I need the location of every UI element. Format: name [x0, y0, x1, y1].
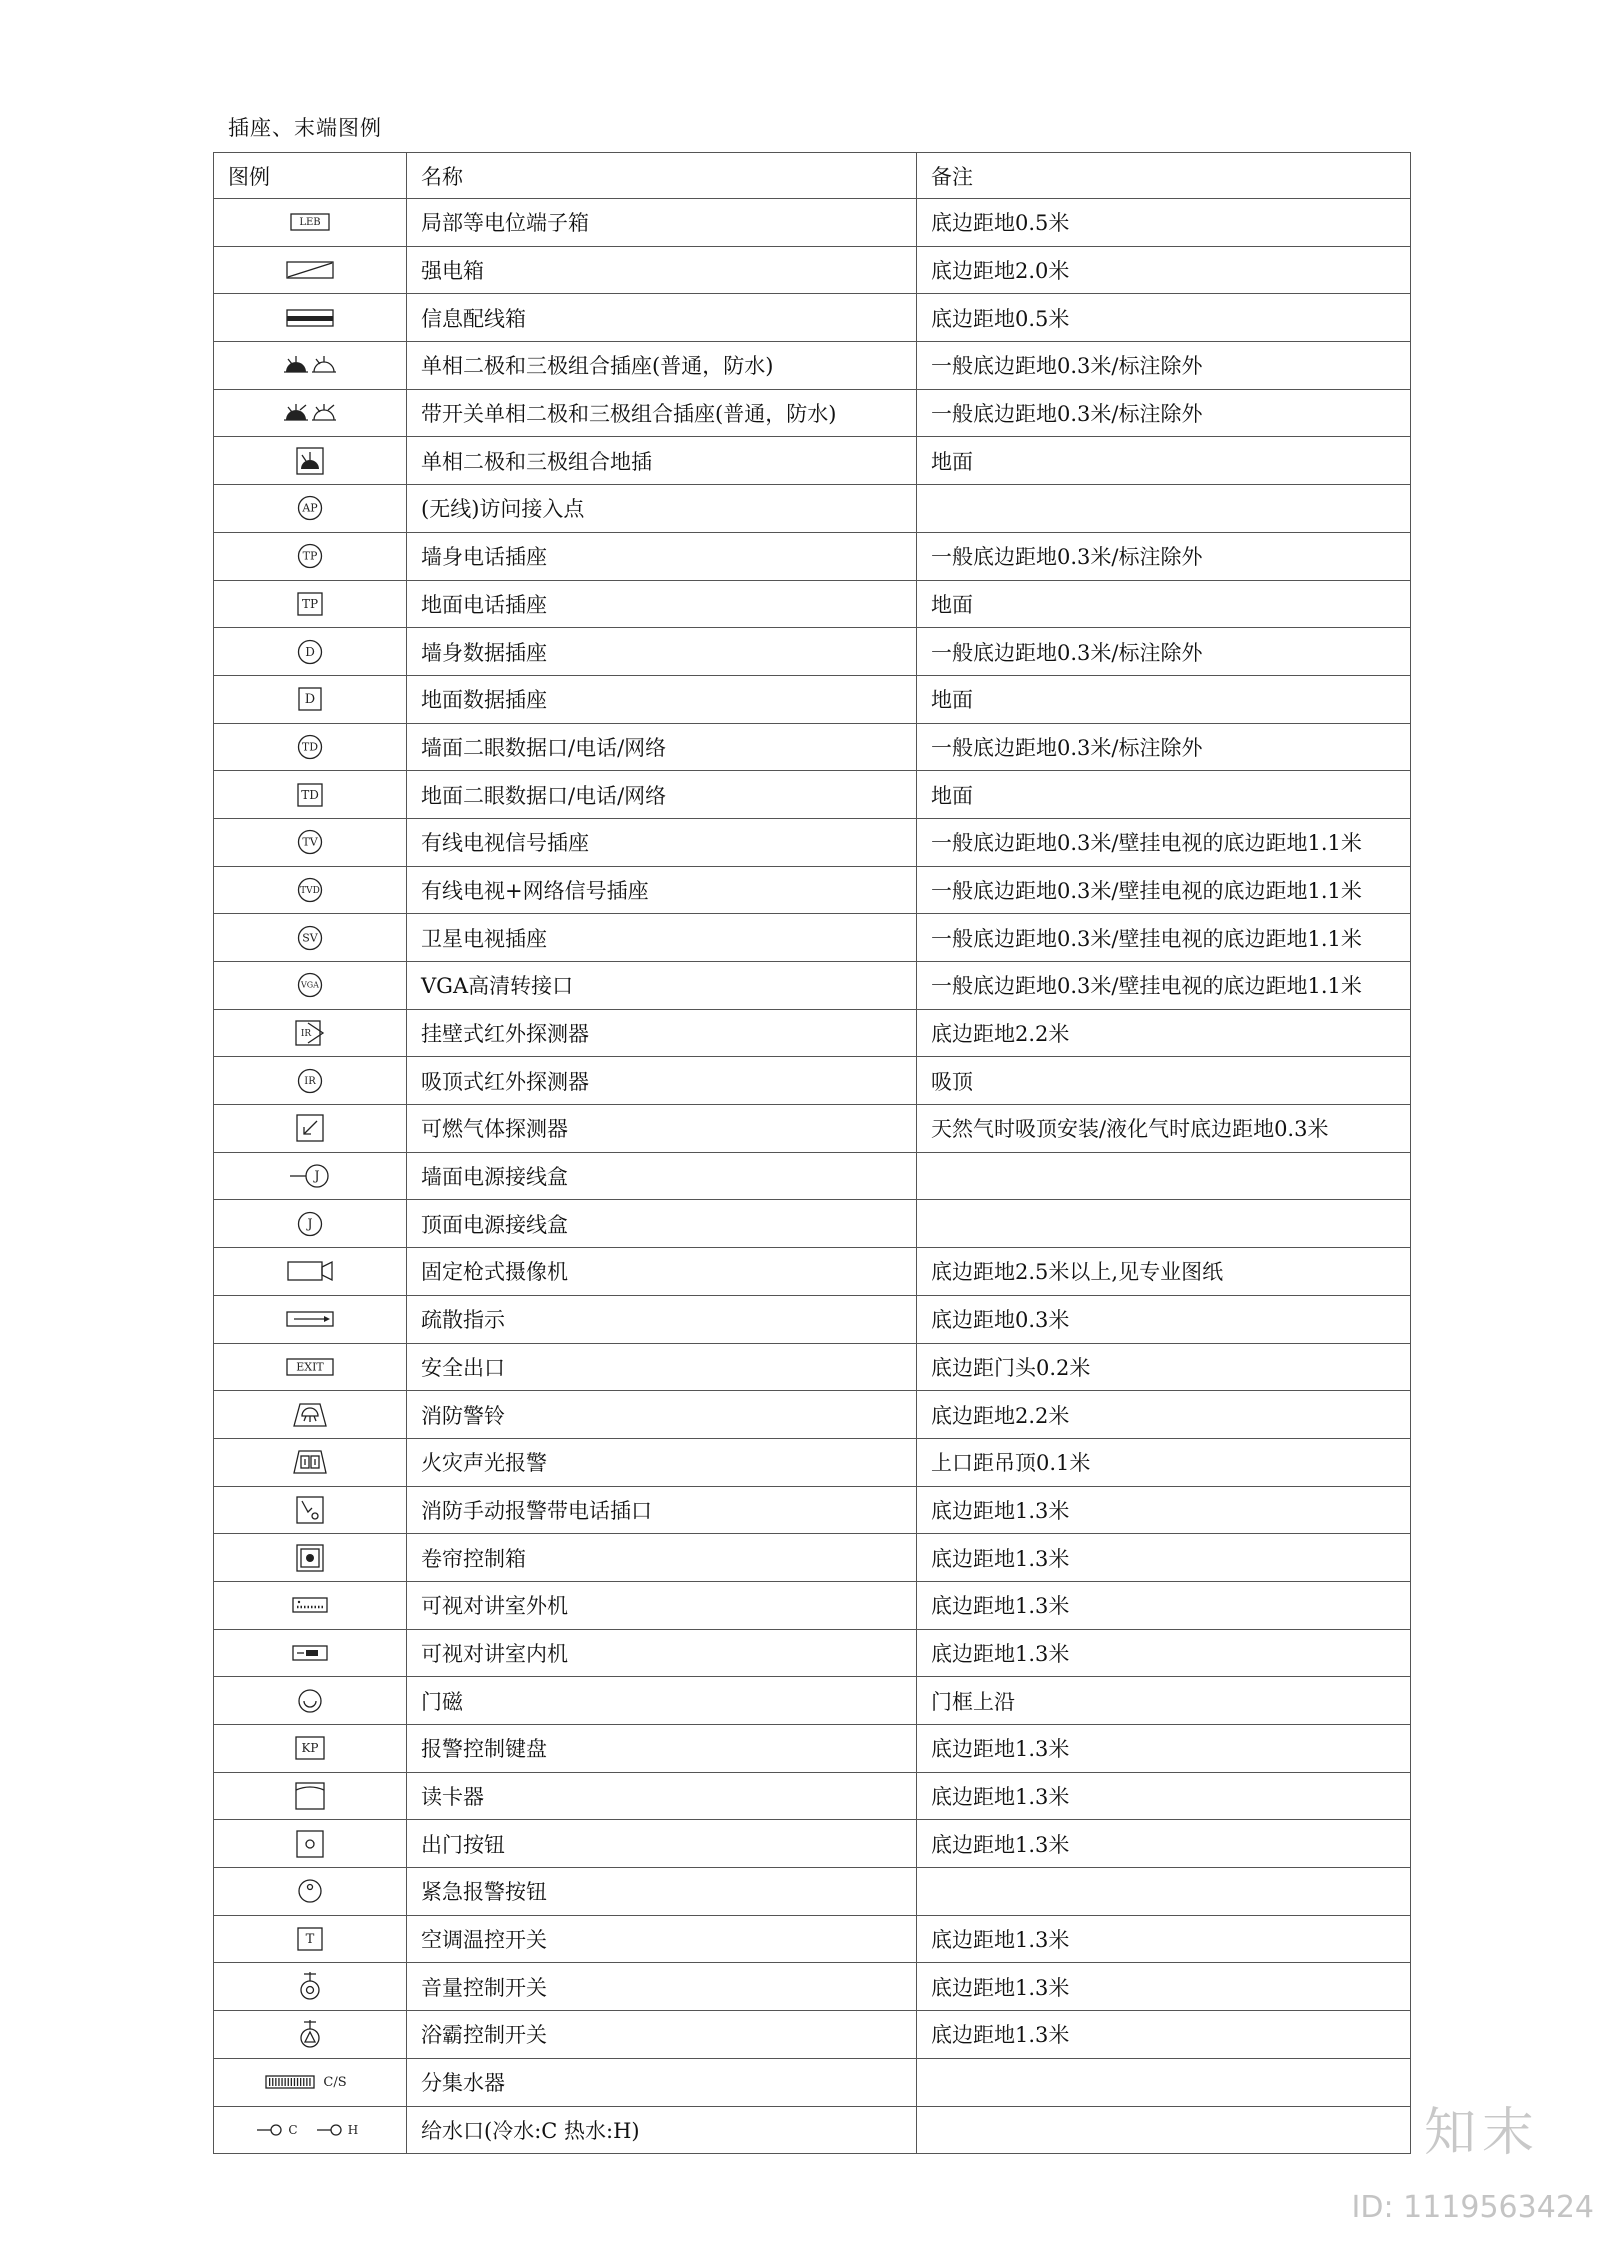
- table-row: [214, 2011, 1411, 2059]
- note-cell: [917, 2106, 1411, 2154]
- note-cell: 底边距地2.5米以上,见专业图纸: [917, 1248, 1411, 1296]
- symbol-cell: [214, 2106, 407, 2154]
- symbol-cell: [214, 1343, 407, 1391]
- manual-alarm-icon: [296, 1490, 324, 1530]
- name-cell: 消防警铃: [407, 1391, 917, 1439]
- table-row: [214, 246, 1411, 294]
- fire-bell-icon: [292, 1395, 328, 1435]
- header-symbol: 图例: [214, 153, 407, 199]
- socket-pair-icon: [282, 345, 338, 385]
- note-cell: 吸顶: [917, 1057, 1411, 1105]
- note-cell: 底边距地2.2米: [917, 1391, 1411, 1439]
- table-row: [214, 1200, 1411, 1248]
- name-cell: 分集水器: [407, 2058, 917, 2106]
- legend-table: [213, 152, 1411, 2154]
- symbol-cell: [214, 485, 407, 533]
- name-cell: 墙身电话插座: [407, 532, 917, 580]
- name-cell: 有线电视+网络信号插座: [407, 866, 917, 914]
- symbol-cell: [214, 246, 407, 294]
- svg-text:KP: KP: [301, 1741, 319, 1756]
- name-cell: 信息配线箱: [407, 294, 917, 342]
- name-cell: (无线)访问接入点: [407, 485, 917, 533]
- name-cell: 紧急报警按钮: [407, 1868, 917, 1916]
- name-cell: VGA高清转接口: [407, 962, 917, 1010]
- table-row: [214, 1820, 1411, 1868]
- symbol-cell: [214, 1295, 407, 1343]
- info-box-icon: [286, 298, 334, 338]
- name-cell: 强电箱: [407, 246, 917, 294]
- svg-text:D: D: [305, 644, 315, 659]
- table-row: [214, 199, 1411, 247]
- note-cell: 门框上沿: [917, 1677, 1411, 1725]
- symbol-cell: [214, 675, 407, 723]
- note-cell: [917, 1868, 1411, 1916]
- ceiling-junction-box-icon: [296, 1204, 324, 1244]
- note-cell: 底边距地0.3米: [917, 1295, 1411, 1343]
- svg-text:C: C: [288, 2122, 298, 2137]
- note-cell: 底边距地1.3米: [917, 1534, 1411, 1582]
- svg-text:LEB: LEB: [299, 217, 321, 229]
- symbol-cell: [214, 1629, 407, 1677]
- note-cell: 底边距地1.3米: [917, 1963, 1411, 2011]
- satellite-tv-socket-icon: [296, 918, 324, 958]
- evacuation-sign-icon: [286, 1299, 334, 1339]
- name-cell: 墙身数据插座: [407, 628, 917, 676]
- table-row: [214, 1725, 1411, 1773]
- note-cell: 上口距吊顶0.1米: [917, 1438, 1411, 1486]
- note-cell: 一般底边距地0.3米/壁挂电视的底边距地1.1米: [917, 962, 1411, 1010]
- svg-text:SV: SV: [302, 931, 318, 945]
- name-cell: 读卡器: [407, 1772, 917, 1820]
- table-row: [214, 342, 1411, 390]
- table-row: [214, 1963, 1411, 2011]
- note-cell: 底边距地0.5米: [917, 294, 1411, 342]
- exit-button-icon: [296, 1824, 324, 1864]
- symbol-cell: [214, 294, 407, 342]
- table-row: [214, 485, 1411, 533]
- symbol-cell: [214, 342, 407, 390]
- gas-detector-icon: [296, 1108, 324, 1148]
- table-row: [214, 866, 1411, 914]
- wall-junction-box-icon: [288, 1156, 332, 1196]
- symbol-cell: [214, 2011, 407, 2059]
- note-cell: 底边距门头0.2米: [917, 1343, 1411, 1391]
- symbol-cell: [214, 1963, 407, 2011]
- table-row: [214, 628, 1411, 676]
- name-cell: 顶面电源接线盒: [407, 1200, 917, 1248]
- table-row: [214, 771, 1411, 819]
- note-cell: 底边距地1.3米: [917, 1629, 1411, 1677]
- power-box-icon: [286, 250, 334, 290]
- note-cell: 地面: [917, 580, 1411, 628]
- table-row: [214, 1152, 1411, 1200]
- name-cell: 地面电话插座: [407, 580, 917, 628]
- table-row: [214, 1295, 1411, 1343]
- emergency-button-icon: [296, 1871, 324, 1911]
- symbol-cell: [214, 532, 407, 580]
- symbol-cell: [214, 1486, 407, 1534]
- note-cell: 底边距地0.5米: [917, 199, 1411, 247]
- name-cell: 单相二极和三极组合地插: [407, 437, 917, 485]
- symbol-cell: [214, 914, 407, 962]
- name-cell: 墙面电源接线盒: [407, 1152, 917, 1200]
- symbol-cell: [214, 962, 407, 1010]
- name-cell: 可燃气体探测器: [407, 1105, 917, 1153]
- svg-text:TP: TP: [301, 596, 319, 611]
- exit-sign-icon: [286, 1347, 334, 1387]
- svg-text:T: T: [305, 1932, 315, 1948]
- socket-switch-pair-icon: [282, 393, 338, 433]
- svg-text:C/S: C/S: [323, 2075, 347, 2091]
- table-row: [214, 1391, 1411, 1439]
- name-cell: 火灾声光报警: [407, 1438, 917, 1486]
- table-row: [214, 389, 1411, 437]
- svg-text:J: J: [314, 1169, 320, 1185]
- name-cell: 带开关单相二极和三极组合插座(普通，防水): [407, 389, 917, 437]
- svg-text:EXIT: EXIT: [296, 1360, 324, 1374]
- symbol-cell: [214, 437, 407, 485]
- symbol-cell: [214, 199, 407, 247]
- name-cell: 消防手动报警带电话插口: [407, 1486, 917, 1534]
- table-row: [214, 2058, 1411, 2106]
- thermostat-icon: [297, 1919, 323, 1959]
- note-cell: 一般底边距地0.3米/标注除外: [917, 628, 1411, 676]
- symbol-cell: [214, 866, 407, 914]
- name-cell: 报警控制键盘: [407, 1725, 917, 1773]
- table-row: [214, 1772, 1411, 1820]
- svg-text:TVD: TVD: [300, 885, 320, 896]
- name-cell: 卫星电视插座: [407, 914, 917, 962]
- leb-box-icon: [290, 202, 330, 242]
- name-cell: 墙面二眼数据口/电话/网络: [407, 723, 917, 771]
- svg-text:J: J: [307, 1216, 313, 1232]
- shutter-control-icon: [296, 1538, 324, 1578]
- table-row: [214, 723, 1411, 771]
- symbol-cell: [214, 1915, 407, 1963]
- table-row: [214, 437, 1411, 485]
- symbol-cell: [214, 1248, 407, 1296]
- name-cell: 地面二眼数据口/电话/网络: [407, 771, 917, 819]
- note-cell: 天然气时吸顶安装/液化气时底边距地0.3米: [917, 1105, 1411, 1153]
- svg-text:VGA: VGA: [301, 980, 319, 990]
- name-cell: 可视对讲室外机: [407, 1581, 917, 1629]
- svg-text:AP: AP: [302, 501, 318, 515]
- table-row: [214, 1581, 1411, 1629]
- vga-socket-icon: [296, 965, 324, 1005]
- name-cell: 可视对讲室内机: [407, 1629, 917, 1677]
- svg-text:TP: TP: [302, 549, 318, 563]
- symbol-cell: [214, 1200, 407, 1248]
- fire-alarm-light-icon: [292, 1442, 328, 1482]
- camera-icon: [286, 1251, 334, 1291]
- name-cell: 浴霸控制开关: [407, 2011, 917, 2059]
- symbol-cell: [214, 389, 407, 437]
- table-row: [214, 532, 1411, 580]
- name-cell: 地面数据插座: [407, 675, 917, 723]
- header-name: 名称: [407, 153, 917, 199]
- page-title: 插座、末端图例: [228, 116, 382, 140]
- symbol-cell: [214, 1009, 407, 1057]
- table-row: [214, 1534, 1411, 1582]
- floor-dual-socket-icon: [297, 775, 323, 815]
- table-row: [214, 1105, 1411, 1153]
- name-cell: 疏散指示: [407, 1295, 917, 1343]
- symbol-cell: [214, 1438, 407, 1486]
- wall-data-socket-icon: [296, 632, 324, 672]
- table-row: [214, 2106, 1411, 2154]
- name-cell: 挂壁式红外探测器: [407, 1009, 917, 1057]
- name-cell: 局部等电位端子箱: [407, 199, 917, 247]
- table-row: [214, 1248, 1411, 1296]
- symbol-cell: [214, 1057, 407, 1105]
- name-cell: 门磁: [407, 1677, 917, 1725]
- svg-text:TV: TV: [302, 835, 318, 849]
- symbol-cell: [214, 1534, 407, 1582]
- symbol-cell: [214, 1391, 407, 1439]
- name-cell: 有线电视信号插座: [407, 818, 917, 866]
- symbol-cell: [214, 2058, 407, 2106]
- door-magnet-icon: [296, 1681, 324, 1721]
- header-note: 备注: [917, 153, 1411, 199]
- symbol-cell: [214, 1868, 407, 1916]
- note-cell: 地面: [917, 437, 1411, 485]
- note-cell: [917, 2058, 1411, 2106]
- note-cell: 底边距地2.2米: [917, 1009, 1411, 1057]
- symbol-cell: [214, 1105, 407, 1153]
- floor-phone-socket-icon: [297, 584, 323, 624]
- symbol-cell: [214, 818, 407, 866]
- table-row: [214, 1057, 1411, 1105]
- name-cell: 出门按钮: [407, 1820, 917, 1868]
- note-cell: 底边距地1.3米: [917, 2011, 1411, 2059]
- header-row: [214, 153, 1411, 199]
- name-cell: 卷帘控制箱: [407, 1534, 917, 1582]
- note-cell: 底边距地1.3米: [917, 1581, 1411, 1629]
- table-row: [214, 962, 1411, 1010]
- floor-data-socket-icon: [298, 679, 322, 719]
- note-cell: 底边距地1.3米: [917, 1915, 1411, 1963]
- note-cell: 一般底边距地0.3米/壁挂电视的底边距地1.1米: [917, 818, 1411, 866]
- symbol-cell: [214, 1581, 407, 1629]
- table-row: [214, 1629, 1411, 1677]
- tv-socket-icon: [296, 822, 324, 862]
- note-cell: [917, 1200, 1411, 1248]
- note-cell: 一般底边距地0.3米/标注除外: [917, 532, 1411, 580]
- name-cell: 音量控制开关: [407, 1963, 917, 2011]
- table-row: [214, 1438, 1411, 1486]
- note-cell: 底边距地1.3米: [917, 1486, 1411, 1534]
- note-cell: [917, 1152, 1411, 1200]
- volume-switch-icon: [298, 1966, 322, 2006]
- intercom-indoor-icon: [292, 1633, 328, 1673]
- table-row: [214, 1009, 1411, 1057]
- svg-text:IR: IR: [300, 1029, 312, 1040]
- name-cell: 安全出口: [407, 1343, 917, 1391]
- note-cell: 底边距地1.3米: [917, 1772, 1411, 1820]
- symbol-cell: [214, 1725, 407, 1773]
- table-row: [214, 1343, 1411, 1391]
- name-cell: 单相二极和三极组合插座(普通，防水): [407, 342, 917, 390]
- wall-dual-socket-icon: [296, 727, 324, 767]
- name-cell: 空调温控开关: [407, 1915, 917, 1963]
- symbol-cell: [214, 1152, 407, 1200]
- table-row: [214, 1868, 1411, 1916]
- water-outlet-icon: [255, 2110, 365, 2150]
- wall-ir-detector-icon: [295, 1013, 325, 1053]
- keypad-icon: [295, 1728, 325, 1768]
- watermark-logo: 知末: [1423, 2103, 1540, 2163]
- table-row: [214, 675, 1411, 723]
- floor-socket-icon: [296, 441, 324, 481]
- symbol-cell: [214, 580, 407, 628]
- table-row: [214, 914, 1411, 962]
- svg-text:TD: TD: [301, 787, 319, 802]
- note-cell: 一般底边距地0.3米/壁挂电视的底边距地1.1米: [917, 914, 1411, 962]
- svg-text:D: D: [304, 692, 316, 708]
- table-row: [214, 580, 1411, 628]
- note-cell: 一般底边距地0.3米/壁挂电视的底边距地1.1米: [917, 866, 1411, 914]
- access-point-icon: [296, 488, 324, 528]
- symbol-cell: [214, 1772, 407, 1820]
- tv-network-socket-icon: [296, 870, 324, 910]
- note-cell: 底边距地1.3米: [917, 1820, 1411, 1868]
- table-row: [214, 1915, 1411, 1963]
- svg-text:IR: IR: [304, 1075, 316, 1087]
- bath-heater-switch-icon: [298, 2014, 322, 2054]
- ceiling-ir-detector-icon: [296, 1061, 324, 1101]
- symbol-cell: [214, 771, 407, 819]
- note-cell: 地面: [917, 771, 1411, 819]
- note-cell: 地面: [917, 675, 1411, 723]
- manifold-icon: [265, 2062, 355, 2102]
- wall-phone-socket-icon: [296, 536, 324, 576]
- symbol-cell: [214, 628, 407, 676]
- table-row: [214, 818, 1411, 866]
- intercom-outdoor-icon: [292, 1585, 328, 1625]
- symbol-cell: [214, 1677, 407, 1725]
- note-cell: 底边距地2.0米: [917, 246, 1411, 294]
- symbol-cell: [214, 1820, 407, 1868]
- name-cell: 吸顶式红外探测器: [407, 1057, 917, 1105]
- symbol-cell: [214, 723, 407, 771]
- svg-text:TD: TD: [301, 740, 319, 754]
- note-cell: 底边距地1.3米: [917, 1725, 1411, 1773]
- note-cell: 一般底边距地0.3米/标注除外: [917, 389, 1411, 437]
- note-cell: 一般底边距地0.3米/标注除外: [917, 723, 1411, 771]
- note-cell: 一般底边距地0.3米/标注除外: [917, 342, 1411, 390]
- name-cell: 给水口(冷水:C 热水:H): [407, 2106, 917, 2154]
- watermark-id: ID: 1119563424: [1351, 2190, 1594, 2225]
- svg-text:H: H: [347, 2122, 359, 2137]
- table-row: [214, 1677, 1411, 1725]
- table-row: [214, 1486, 1411, 1534]
- card-reader-icon: [295, 1776, 325, 1816]
- table-row: [214, 294, 1411, 342]
- name-cell: 固定枪式摄像机: [407, 1248, 917, 1296]
- note-cell: [917, 485, 1411, 533]
